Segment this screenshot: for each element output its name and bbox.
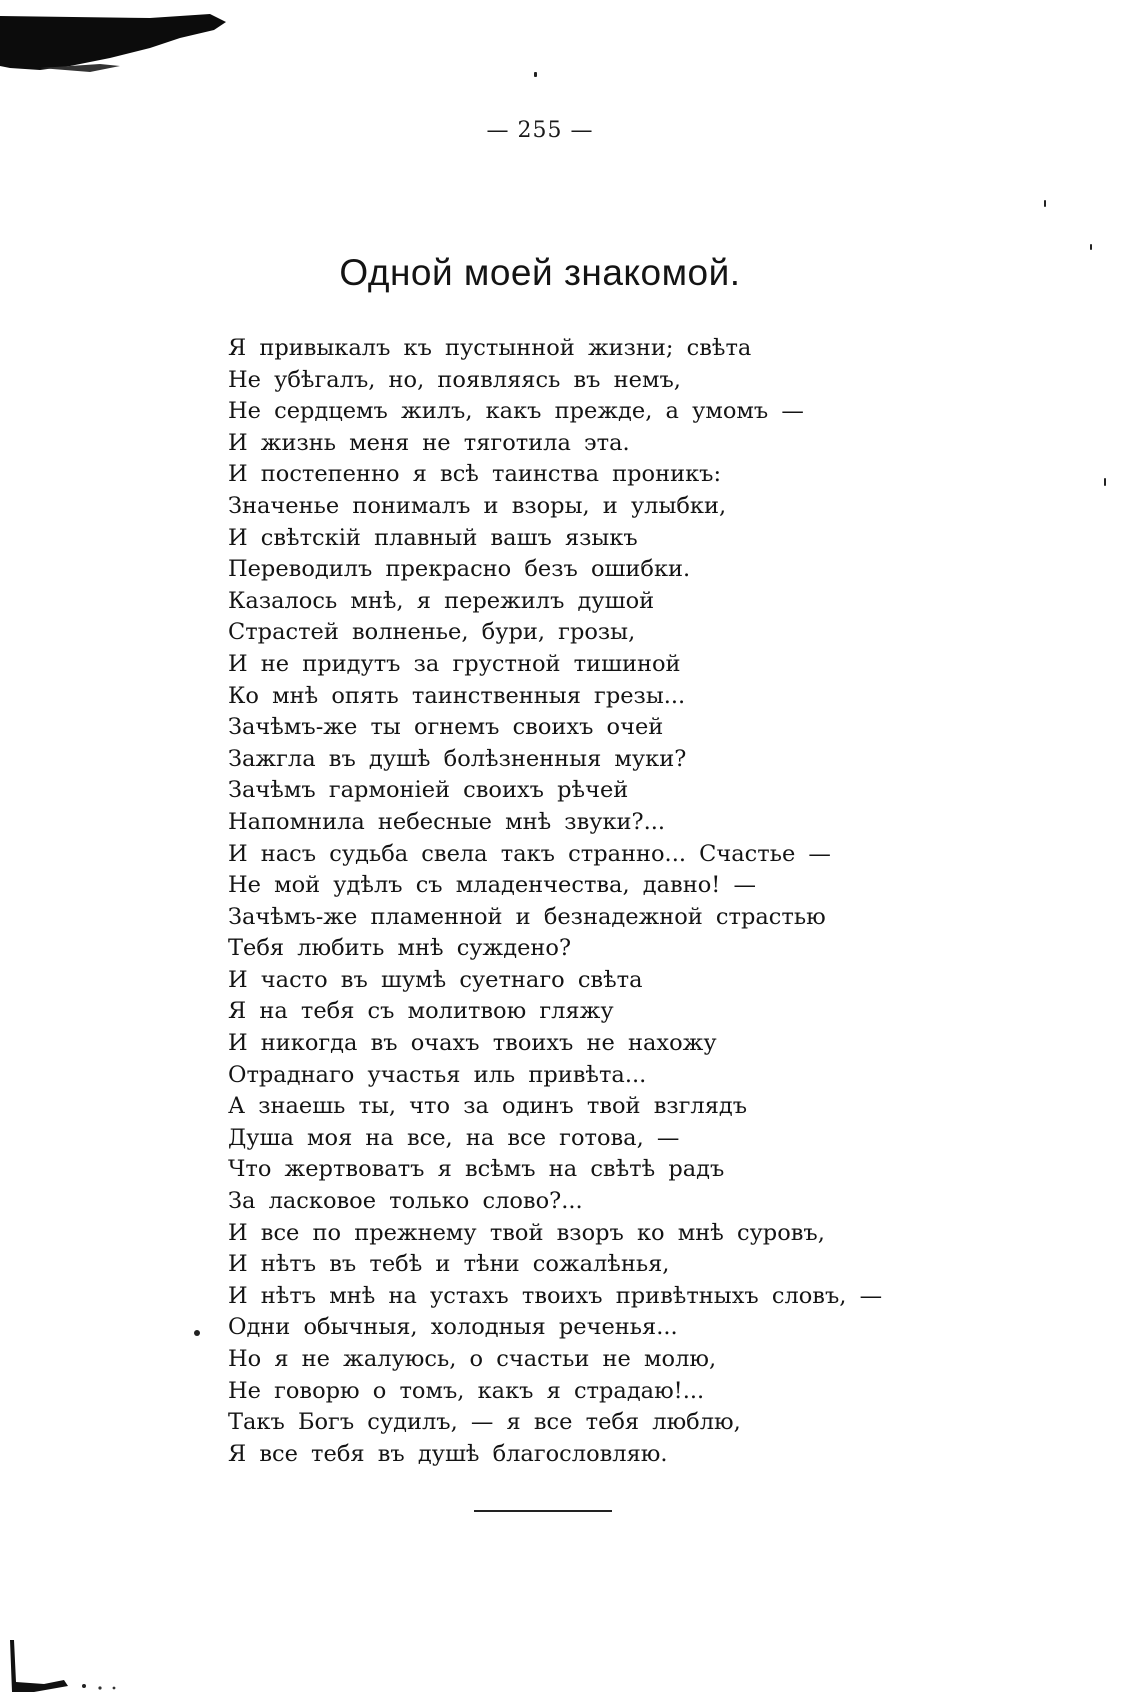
poem-line: Тебя любить мнѣ суждено?	[228, 935, 572, 962]
poem-line: Казалось мнѣ, я пережилъ душой	[228, 587, 655, 614]
scan-speck	[1044, 200, 1046, 207]
poem-line: Зачѣмъ-же пламенной и безнадежной страстью	[228, 903, 826, 930]
poem-line: И нѣтъ мнѣ на устахъ твоихъ привѣтныхъ словъ, —	[228, 1282, 883, 1309]
poem-line: Одни обычныя, холодныя реченья...	[228, 1314, 678, 1341]
poem-line: Не убѣгалъ, но, появляясь въ немъ,	[228, 366, 681, 393]
poem-line: Отраднаго участья иль привѣта...	[228, 1061, 647, 1088]
poem-line: Я на тебя съ молитвою гляжу	[228, 998, 614, 1025]
poem-line: Переводилъ прекрасно безъ ошибки.	[228, 556, 691, 583]
poem-line: Душа моя на все, на все готова, —	[228, 1124, 680, 1151]
poem-line: Я привыкалъ къ пустынной жизни; свѣта	[228, 335, 752, 361]
poem-line: За ласковое только слово?...	[228, 1188, 583, 1215]
poem-line: Зачѣмъ гармоніей своихъ рѣчей	[228, 777, 629, 804]
page-number: — 255 —	[486, 118, 594, 143]
poem-line: А знаешь ты, что за одинъ твой взглядъ	[228, 1093, 748, 1120]
poem-line: И никогда въ очахъ твоихъ не нахожу	[228, 1030, 717, 1057]
poem-line: Напомнила небесные мнѣ звуки?...	[228, 808, 666, 835]
poem-line: И часто въ шумѣ суетнаго свѣта	[228, 966, 643, 993]
scan-speck	[1104, 478, 1106, 486]
poem-line: И не придутъ за грустной тишиной	[228, 650, 681, 677]
scan-corner-mark	[4, 1638, 124, 1694]
end-divider	[474, 1510, 612, 1512]
poem-line: Я все тебя въ душѣ благословляю.	[228, 1440, 668, 1467]
scan-speck	[194, 1330, 200, 1336]
scan-ink-smudge	[0, 8, 232, 72]
poem-line: Такъ Богъ судилъ, — я все тебя люблю,	[228, 1409, 741, 1436]
poem-line: И насъ судьба свела такъ странно... Счастье —	[228, 840, 831, 867]
poem-line: Значенье понималъ и взоры, и улыбки,	[228, 492, 727, 519]
poem-line: Зачѣмъ-же ты огнемъ своихъ очей	[228, 714, 664, 741]
poem-body	[228, 333, 882, 1470]
poem-line: И свѣтскій плавный вашъ языкъ	[228, 524, 638, 551]
poem-line: Ко мнѣ опять таинственныя грезы...	[228, 682, 686, 709]
poem-line: Не говорю о томъ, какъ я страдаю!...	[228, 1377, 705, 1404]
poem-line: И все по прежнему твой взоръ ко мнѣ суровъ,	[228, 1219, 825, 1246]
poem-line: И нѣтъ въ тебѣ и тѣни сожалѣнья,	[228, 1251, 670, 1278]
poem-line: Что жертвоватъ я всѣмъ на свѣтѣ радъ	[228, 1156, 725, 1183]
poem-line: Страстей волненье, бури, грозы,	[228, 619, 636, 646]
poem-title: Одной моей знакомой.	[339, 252, 741, 293]
poem-line: И постепенно я всѣ таинства проникъ:	[228, 461, 722, 488]
poem-line: Не сердцемъ жилъ, какъ прежде, а умомъ —	[228, 398, 804, 425]
poem-line: Но я не жалуюсь, о счастьи не молю,	[228, 1346, 717, 1372]
scan-speck	[534, 72, 537, 77]
poem-line: И жизнь меня не тяготила эта.	[228, 429, 630, 456]
scan-speck	[1090, 244, 1092, 250]
poem-line: Не мой удѣлъ съ младенчества, давно! —	[228, 872, 756, 899]
poem-line: Зажгла въ душѣ болѣзненныя муки?	[228, 745, 687, 772]
